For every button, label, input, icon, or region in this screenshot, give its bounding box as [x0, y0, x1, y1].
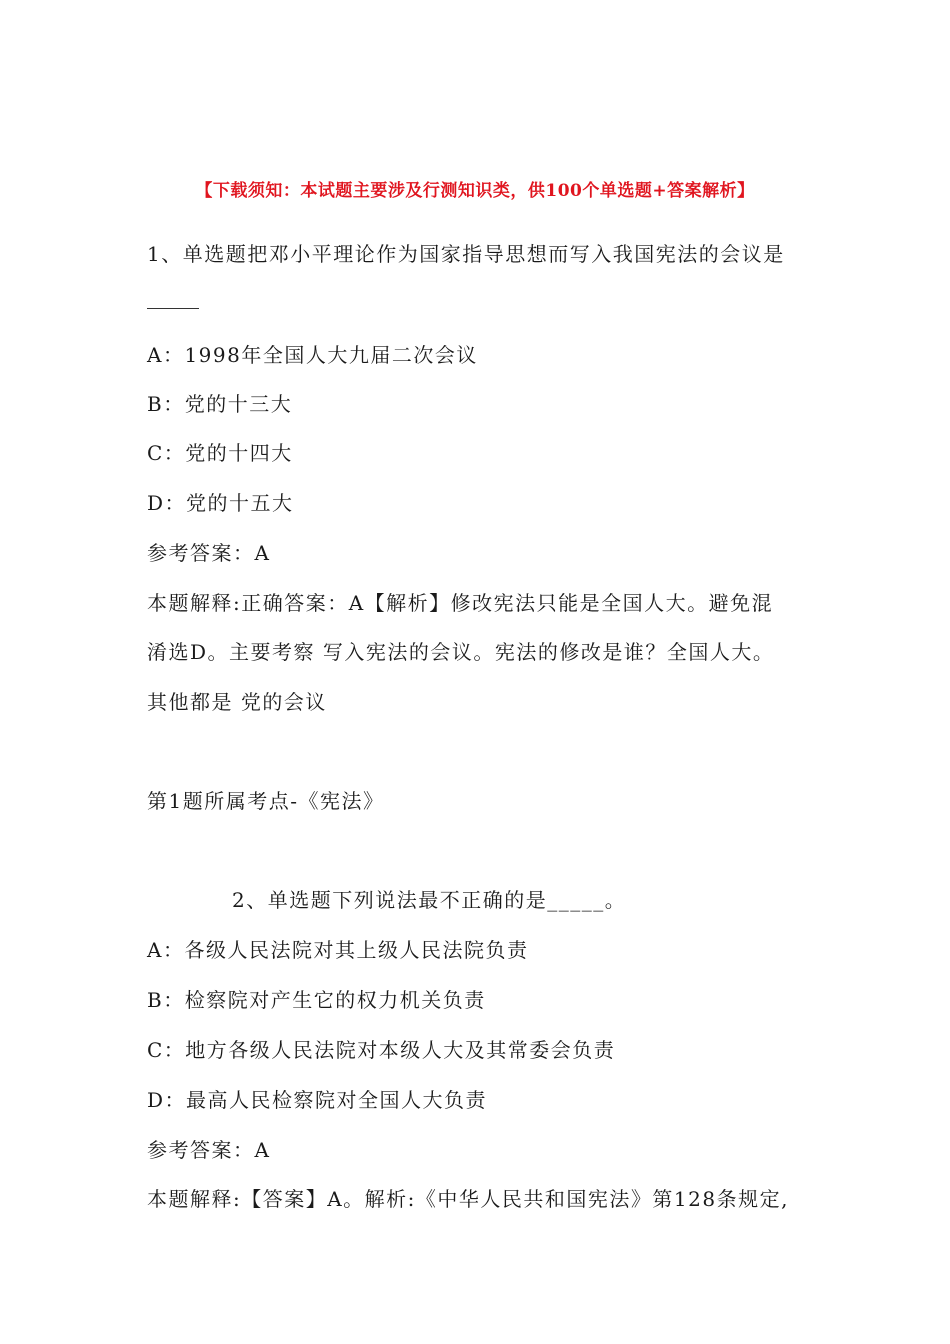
question-1-explanation-line-3: 其他都是 党的会议 [147, 690, 327, 714]
question-2-explanation-line-1: 本题解释:【答案】A。解析:《中华人民共和国宪法》第128条规定, [147, 1187, 789, 1211]
question-2-option-c: C：地方各级人民法院对本级人大及其常委会负责 [147, 1038, 616, 1062]
question-1-option-d: D：党的十五大 [147, 491, 294, 515]
question-2-option-b: B：检察院对产生它的权力机关负责 [147, 988, 486, 1012]
question-2-answer: 参考答案：A [147, 1138, 271, 1162]
question-2-option-a: A：各级人民法院对其上级人民法院负责 [147, 938, 529, 962]
question-1-topic: 第1题所属考点-《宪法》 [147, 789, 385, 813]
question-1-text: 1、单选题把邓小平理论作为国家指导思想而写入我国宪法的会议是 [147, 242, 785, 266]
question-1-option-c: C：党的十四大 [147, 441, 293, 465]
question-1-option-a: A：1998年全国人大九届二次会议 [147, 343, 478, 367]
question-1-explanation-line-1: 本题解释:正确答案：A【解析】修改宪法只能是全国人大。避免混 [147, 591, 774, 615]
question-1-answer: 参考答案：A [147, 541, 271, 565]
question-2-text: 2、单选题下列说法最不正确的是_____。 [232, 888, 627, 912]
question-1-option-b: B：党的十三大 [147, 392, 293, 416]
question-1-explanation-line-2: 淆选D。主要考察 写入宪法的会议。宪法的修改是谁？全国人大。 [147, 640, 775, 664]
download-notice: 【下载须知：本试题主要涉及行测知识类，供100个单选题+答案解析】 [195, 181, 755, 201]
question-2-option-d: D：最高人民检察院对全国人大负责 [147, 1088, 488, 1112]
answer-blank [147, 308, 199, 309]
